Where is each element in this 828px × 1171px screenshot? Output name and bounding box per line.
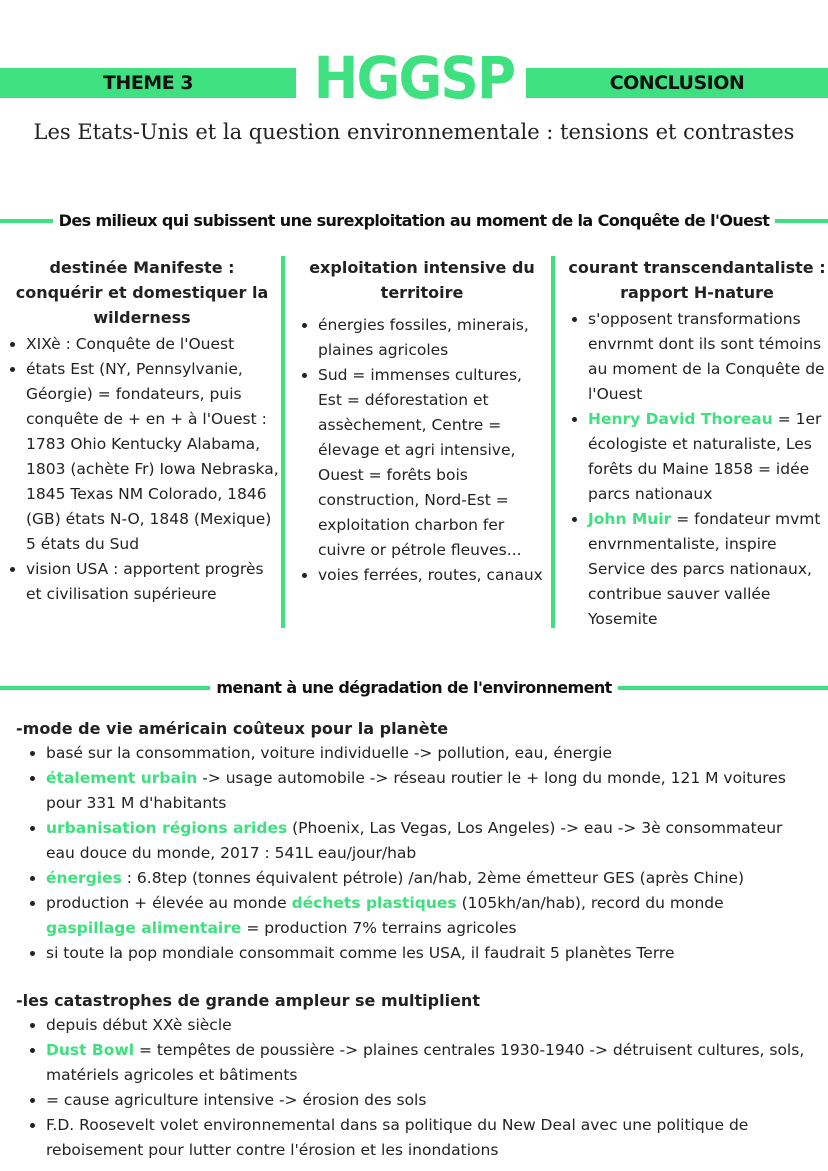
item-text: Sud = immenses cultures, Est = déforestation et assèchement, Centre = élevage et agri intensive, Ouest = forêts bois construction, Nord-Est = exploitation charbon fer cuivre or pétrole fleuves... xyxy=(318,366,522,559)
bullet-list xyxy=(0,1013,828,1163)
item-text: F.D. Roosevelt volet environnemental dans sa politique du New Deal avec une politique de reboisement pour lutter contre l'érosion et les inondations xyxy=(46,1116,749,1159)
list-item xyxy=(588,407,828,507)
list-item xyxy=(46,1088,814,1113)
item-text: états Est (NY, Pennsylvanie, Géorgie) = fondateurs, puis conquête de + en + à l'Ouest : 1783 Ohio Kentucky Alabama, 1803 (achète Fr) Iowa Nebraska, 1845 Texas NM Colorado, 1846 (GB) états N-O, 1848 (Mexique) 5 états du Sud xyxy=(26,360,279,553)
list-item xyxy=(46,766,814,816)
item-text: = 1er écologiste et naturaliste, Les forêts du Maine 1858 = idée parcs nationaux xyxy=(588,410,822,503)
item-text: vision USA : apportent progrès et civilisation supérieure xyxy=(26,560,264,603)
item-text: depuis début XXè siècle xyxy=(46,1016,232,1034)
column-heading: courant transcendantaliste : rapport H-nature xyxy=(568,258,826,302)
bullet-list xyxy=(296,313,548,588)
highlighted-term: déchets plastiques xyxy=(291,894,457,912)
bullet-list xyxy=(0,741,828,966)
item-text: production + élevée au monde xyxy=(46,894,292,912)
item-text: = production 7% terrains agricoles xyxy=(241,919,517,937)
divider-line xyxy=(618,686,828,690)
highlighted-term: énergies xyxy=(46,869,122,887)
list-item xyxy=(46,1013,814,1038)
list-item xyxy=(46,816,814,866)
highlighted-term: étalement urbain xyxy=(46,769,198,787)
item-text: = fondateur mvmt envrnmentaliste, inspire Service des parcs nationaux, contribue sauver vallée Yosemite xyxy=(588,510,821,628)
conclusion-banner xyxy=(526,68,828,98)
document-subtitle: Les Etats-Unis et la question environnementale : tensions et contrastes xyxy=(33,120,795,144)
item-text: -> usage automobile -> réseau routier le + long du monde, 121 M voitures pour 331 M d'habitants xyxy=(46,769,786,812)
theme-banner xyxy=(0,68,296,98)
theme-label: THEME 3 xyxy=(102,72,194,94)
bullet-list xyxy=(566,307,828,632)
list-item xyxy=(46,866,814,891)
item-text: énergies fossiles, minerais, plaines agricoles xyxy=(318,316,529,359)
item-text: : 6.8tep (tonnes équivalent pétrole) /an/hab, 2ème émetteur GES (après Chine) xyxy=(121,869,745,887)
highlighted-term: urbanisation régions arides xyxy=(46,819,288,837)
column-divider xyxy=(551,256,555,628)
section-title: Des milieux qui subissent une surexploitation au moment de la Conquête de l'Ouest xyxy=(58,211,770,230)
column-divider xyxy=(281,256,285,628)
item-text: si toute la pop mondiale consommait comme les USA, il faudrait 5 planètes Terre xyxy=(46,944,675,962)
list-item xyxy=(26,332,280,357)
list-item xyxy=(318,563,548,588)
conclusion-label: CONCLUSION xyxy=(609,72,745,94)
highlighted-term: Henry David Thoreau xyxy=(588,410,773,428)
item-text: = cause agriculture intensive -> érosion des sols xyxy=(46,1091,427,1109)
item-text: XIXè : Conquête de l'Ouest xyxy=(26,335,235,353)
item-text: s'opposent transformations envrnmt dont ils sont témoins au moment de la Conquête de l'Ouest xyxy=(588,310,825,403)
bullet-list xyxy=(4,332,280,607)
item-text: (105kh/an/hab), record du monde xyxy=(456,894,724,912)
list-item xyxy=(588,307,828,407)
block-heading: -les catastrophes de grande ampleur se multiplient xyxy=(16,991,480,1010)
list-item xyxy=(46,741,814,766)
highlighted-term: John Muir xyxy=(588,510,672,528)
section-title: menant à une dégradation de l'environnement xyxy=(216,678,612,697)
section-heading-2 xyxy=(0,678,828,697)
divider-line xyxy=(0,219,53,223)
list-item xyxy=(46,891,814,941)
column-heading: exploitation intensive du territoire xyxy=(309,258,535,302)
list-item xyxy=(318,363,548,563)
section-heading-1 xyxy=(0,211,828,230)
item-text: (Phoenix, Las Vegas, Los Angeles) -> eau -> 3è consommateur eau douce du monde, 2017 : 541L eau/jour/hab xyxy=(46,819,783,862)
list-item xyxy=(46,1113,814,1163)
divider-line xyxy=(0,686,210,690)
highlighted-term: gaspillage alimentaire xyxy=(46,919,242,937)
item-text: basé sur la consommation, voiture individuelle -> pollution, eau, énergie xyxy=(46,744,613,762)
column-transcendentalism xyxy=(566,255,828,632)
block-heading: -mode de vie américain coûteux pour la planète xyxy=(16,719,449,738)
list-item xyxy=(26,357,280,557)
divider-line xyxy=(775,219,828,223)
lifestyle-block xyxy=(0,716,828,966)
item-text: voies ferrées, routes, canaux xyxy=(318,566,543,584)
column-heading: destinée Manifeste : conquérir et domestiquer la wilderness xyxy=(15,258,269,327)
list-item xyxy=(318,313,548,363)
catastrophes-block xyxy=(0,988,828,1163)
list-item xyxy=(46,941,814,966)
column-manifest-destiny xyxy=(4,255,280,607)
highlighted-term: Dust Bowl xyxy=(46,1041,135,1059)
item-text: = tempêtes de poussière -> plaines centrales 1930-1940 -> détruisent cultures, sols, matériels agricoles et bâtiments xyxy=(46,1041,805,1084)
hggsp-logo: HGGSP xyxy=(313,44,515,112)
list-item xyxy=(588,507,828,632)
list-item xyxy=(46,1038,814,1088)
list-item xyxy=(26,557,280,607)
column-exploitation xyxy=(296,255,548,588)
